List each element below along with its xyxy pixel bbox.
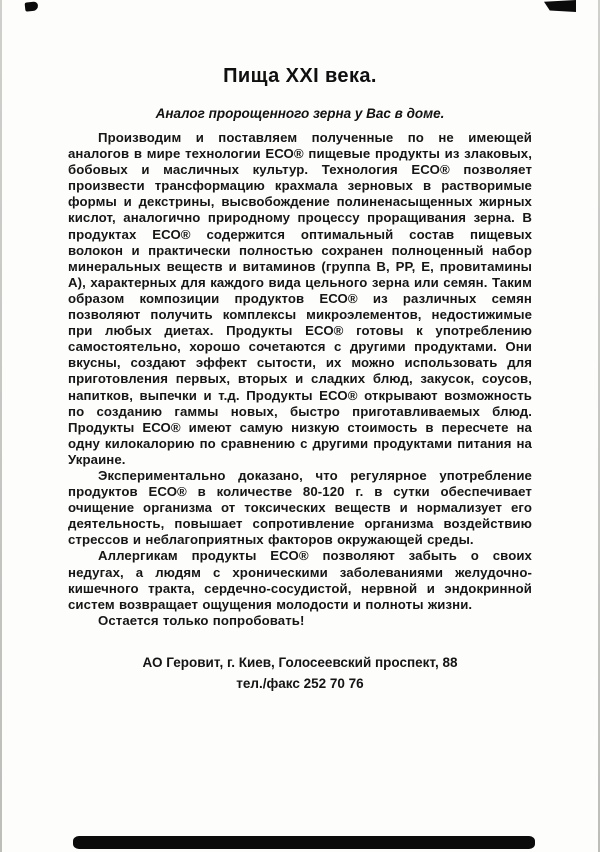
body-text-block	[68, 130, 532, 629]
paragraph-closing: Остается только попробовать!	[98, 612, 305, 628]
footer-address: АО Геровит, г. Киев, Голосеевский проспект, 88	[142, 655, 458, 670]
scan-artifact-top-right	[544, 0, 576, 12]
paragraph-intro: Производим и поставляем полученные по не имеющей аналогов в мире технологии ЕСО® пищевые продукты из злаковых, бобовых и масличных культур. Технология ЕСО® позволяет произвести трансформацию крахмала зерновых в растворимые формы и декстрины, высвобождение полиненасыщенных жирных кислот, аналогично природному процессу проращивания зерна. В продуктах ЕСО® содержится оптимальный состав пищевых волокон и практически полностью сохранен полноценный набор минеральных веществ и витаминов (группа В, РР, Е, провитамины А), характерных для каждого вида цельного зерна или семян. Таким образом композиции продуктов ЕСО® из различных семян позволяют получить комплексы микроэлементов, недостижимые при любых диетах. Продукты ЕСО® готовы к употреблению самостоятельно, хорошо сочетаются с другими продуктами. Они вкусны, создают эффект сытости, их можно использовать для приготовления первых, вторых и сладких блюд, закусок, соусов, напитков, выпечки и т.д. Продукты ЕСО® открывают возможность по созданию гаммы новых, быстро приготавливаемых блюд. Продукты ЕСО® имеют самую низкую стоимость в пересчете на одну килокалорию по сравнению с другими продуктами питания на Украине.	[68, 130, 532, 467]
scan-edge-left	[0, 0, 2, 852]
scan-artifact-bottom-bar	[73, 836, 535, 849]
footer-phone: тел./факс 252 70 76	[236, 676, 364, 691]
paragraph-experiment: Экспериментально доказано, что регулярное употребление продуктов ЕСО® в количестве 80-120 г. в сутки обеспечивает очищение организма от токсических веществ и нормализует его деятельность, повышает сопротивление организма воздействию стрессов и неблагоприятных факторов окружающей среды.	[68, 467, 532, 548]
paragraph-allergy: Аллергикам продукты ЕСО® позволяют забыть о своих недугах, а людям с хроническими заболеваниями желудочно-кишечного тракта, сердечно-сосудистой, нервной и эндокринной систем возвращает ощущения молодости и полноты жизни.	[68, 548, 532, 612]
footer-contact	[0, 652, 600, 694]
page-subtitle: Аналог пророщенного зерна у Вас в доме.	[155, 106, 445, 122]
page-title: Пища XXI века.	[223, 65, 377, 88]
scan-artifact-top-left	[25, 1, 39, 11]
